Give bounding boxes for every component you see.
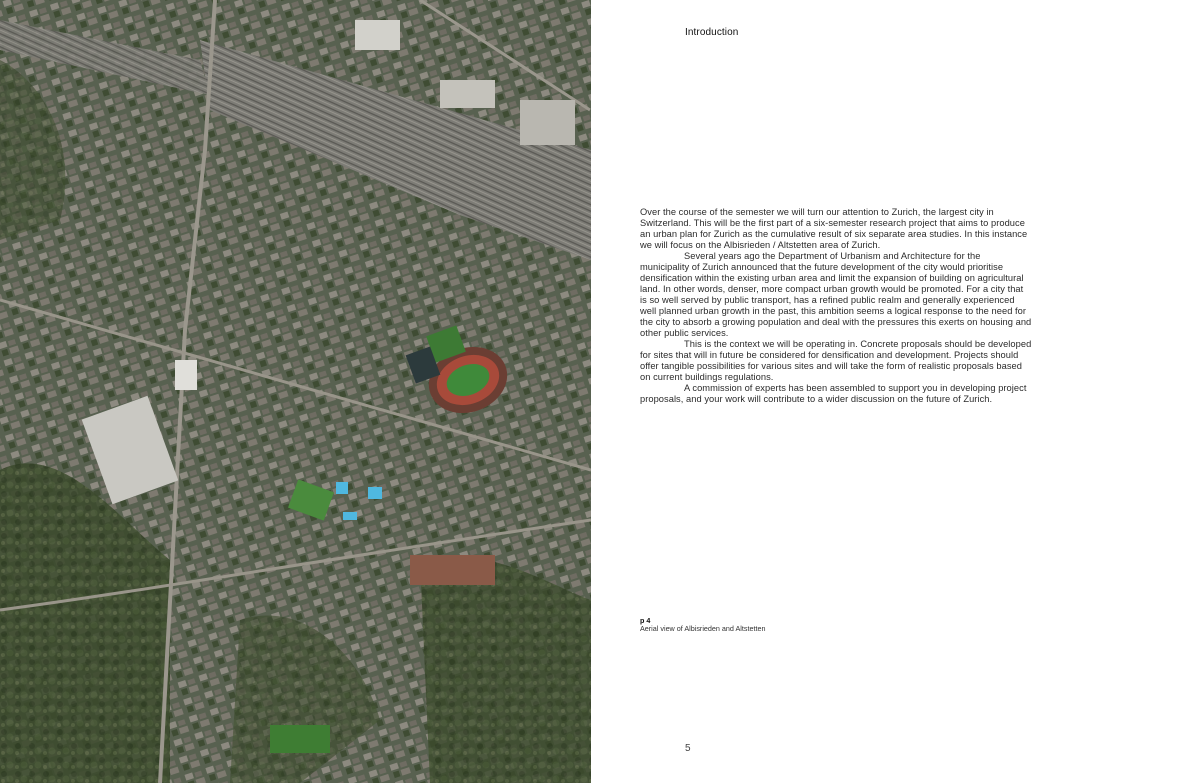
paragraph: Over the course of the semester we will turn our attention to Zurich, the largest city in Switzerland. This will be the first part of a six-semester research project that aims to produce an urban plan for Zurich as the cumulative result of six separate area studies. In this instance we will focus on the Albisrieden / Altstetten area of Zurich. — [640, 207, 1028, 250]
figure-number: p 4 — [640, 616, 651, 625]
figure-caption — [640, 617, 790, 634]
paragraph: This is the context we will be operating in. Concrete proposals should be developed for sites that will in future be considered for densification and development. Projects should offer tangible possibilities for various sites and will take the form of realistic proposals based on current buildings regulations. — [640, 339, 1032, 382]
text-page — [591, 0, 1182, 783]
page-number: 5 — [685, 743, 691, 754]
paragraph: Several years ago the Department of Urbanism and Architecture for the municipality of Zurich announced that the future development of the city would prioritise densification within the existing urban area and limit the expansion of building on agricultural land. In other words, denser, more compact urban growth would be promoted. For a city that is so well served by public transport, has a refined public realm and generally experienced well planned urban growth in the past, this ambition seems a logical response to the need for the city to absorb a growing population and deal with the pressures this exerts on housing and other public services. — [640, 251, 1032, 338]
body-text — [640, 207, 1032, 405]
paragraph: A commission of experts has been assembled to support you in developing project proposals, and your work will contribute to a wider discussion on the future of Zurich. — [640, 383, 1027, 404]
section-heading: Introduction — [685, 27, 739, 38]
caption-text: Aerial view of Albisrieden and Altstetten — [640, 624, 766, 634]
